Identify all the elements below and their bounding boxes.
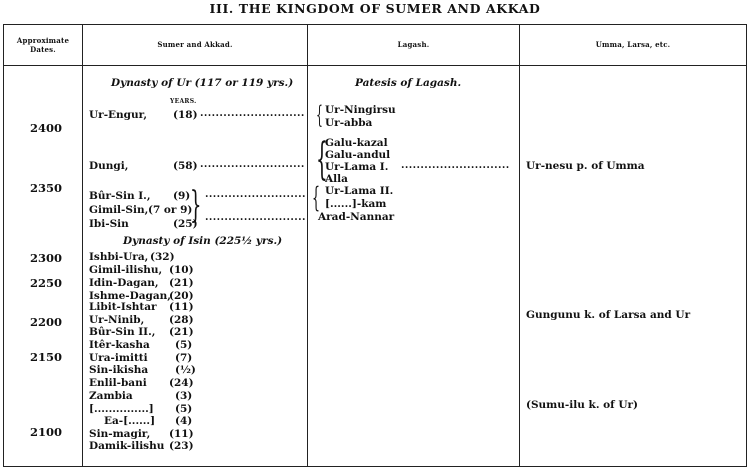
ruler-years: (28) [169, 314, 194, 326]
ruler-name: Ishme-Dagan, [89, 290, 171, 302]
leader-dots: .......................... [205, 212, 306, 223]
header-sumer-akkad: Sumer and Akkad. [157, 40, 233, 49]
ruler-name: Ishbi-Ura, [89, 251, 149, 263]
ruler-name: Ea-[......] [104, 415, 156, 427]
ruler-name: Ur-Engur, [89, 109, 148, 121]
ruler-years: (11) [169, 428, 194, 440]
ruler-years: (23) [169, 440, 194, 452]
years-label: YEARS. [170, 98, 197, 105]
patesis-of-lagash-heading: Patesis of Lagash. [355, 77, 462, 89]
ruler-name: Ibi-Sin [89, 218, 129, 230]
ruler-name: [...............] [89, 403, 154, 415]
date-label: 2350 [30, 181, 63, 195]
ur-entry: (Sumu-ilu k. of Ur) [526, 399, 638, 411]
ruler-years: (24) [169, 377, 194, 389]
patesi-name: Galu-kazal [325, 137, 388, 149]
ruler-name: Bûr-Sin I., [89, 190, 151, 202]
ruler-years: (5) [175, 403, 193, 415]
ruler-years: (20) [169, 290, 194, 302]
column-divider-sumer [307, 24, 308, 466]
patesi-name: Ur-Ningirsu [325, 104, 396, 116]
column-divider-lagash [519, 24, 520, 466]
patesi-name: Arad-Nannar [318, 211, 395, 223]
ruler-years: (11) [169, 301, 194, 313]
ruler-name: Libit-Ishtar [89, 301, 157, 313]
ruler-years: (5) [175, 339, 193, 351]
date-label: 2150 [30, 350, 63, 364]
header-umma-larsa: Umma, Larsa, etc. [595, 40, 671, 49]
ruler-years: (21) [169, 326, 194, 338]
left-brace: { [312, 181, 321, 214]
ruler-name: Bûr-Sin II., [89, 326, 156, 338]
leader-dots: ............................ [401, 160, 510, 171]
ruler-name: Enlil-bani [89, 377, 147, 389]
ruler-years: (9) [173, 190, 191, 202]
ruler-name: Itêr-kasha [89, 339, 150, 351]
patesi-name: Ur-Lama I. [325, 161, 389, 173]
ruler-years: (25) [173, 218, 198, 230]
dynasty-of-isin-heading: Dynasty of Isin (225½ yrs.) [123, 235, 283, 247]
ruler-name: Zambia [89, 390, 133, 402]
patesi-name: Ur-Lama II. [325, 185, 394, 197]
left-brace: { [316, 101, 323, 129]
patesi-name: Ur-abba [325, 117, 373, 129]
leader-dots: ........................... [200, 108, 305, 119]
ruler-name: Gimil-Sin, [89, 204, 149, 216]
date-label: 2100 [30, 425, 63, 439]
date-label: 2250 [30, 276, 63, 290]
header-bottom-border [3, 65, 747, 66]
leader-dots: .......................... [205, 189, 306, 200]
umma-entry: Ur-nesu p. of Umma [526, 160, 645, 172]
right-brace: } [190, 185, 202, 226]
ruler-years: (18) [173, 109, 198, 121]
ruler-years: (58) [173, 160, 198, 172]
leader-dots: ........................... [200, 159, 305, 170]
ruler-name: Damik-ilishu [89, 440, 165, 452]
ruler-name: Sin-ikisha [89, 364, 149, 376]
patesi-name: [......]-kam [325, 198, 387, 210]
larsa-entry: Gungunu k. of Larsa and Ur [526, 309, 691, 321]
date-label: 2200 [30, 315, 63, 329]
ruler-years: (10) [169, 264, 194, 276]
ruler-name: Dungi, [89, 160, 129, 172]
date-label: 2300 [30, 251, 63, 265]
ruler-years: (7) [175, 352, 193, 364]
header-lagash: Lagash. [397, 40, 430, 49]
ruler-years: (7 or 9) [148, 204, 193, 216]
ruler-years: (32) [150, 251, 175, 263]
column-divider-dates [82, 24, 83, 466]
ruler-name: Gimil-ilishu, [89, 264, 163, 276]
header-dates: Approximate Dates. [16, 36, 70, 54]
table-left-border [3, 24, 4, 466]
ruler-years: (21) [169, 277, 194, 289]
ruler-years: (½) [175, 364, 196, 376]
ruler-name: Sin-magir, [89, 428, 151, 440]
table-right-border [746, 24, 747, 466]
page-title: III. THE KINGDOM OF SUMER AND AKKAD [209, 1, 541, 16]
ruler-name: Ur-Ninib, [89, 314, 145, 326]
date-label: 2400 [30, 121, 63, 135]
table-bottom-border [3, 466, 747, 467]
ruler-name: Ura-imitti [89, 352, 148, 364]
ruler-years: (3) [175, 390, 193, 402]
ruler-name: Idin-Dagan, [89, 277, 159, 289]
table-top-border [3, 24, 747, 25]
dynasty-of-ur-heading: Dynasty of Ur (117 or 119 yrs.) [111, 77, 294, 89]
ruler-years: (4) [175, 415, 193, 427]
left-brace: { [316, 134, 328, 185]
patesi-name: Galu-andul [325, 149, 391, 161]
patesi-name: Alla [325, 173, 348, 185]
